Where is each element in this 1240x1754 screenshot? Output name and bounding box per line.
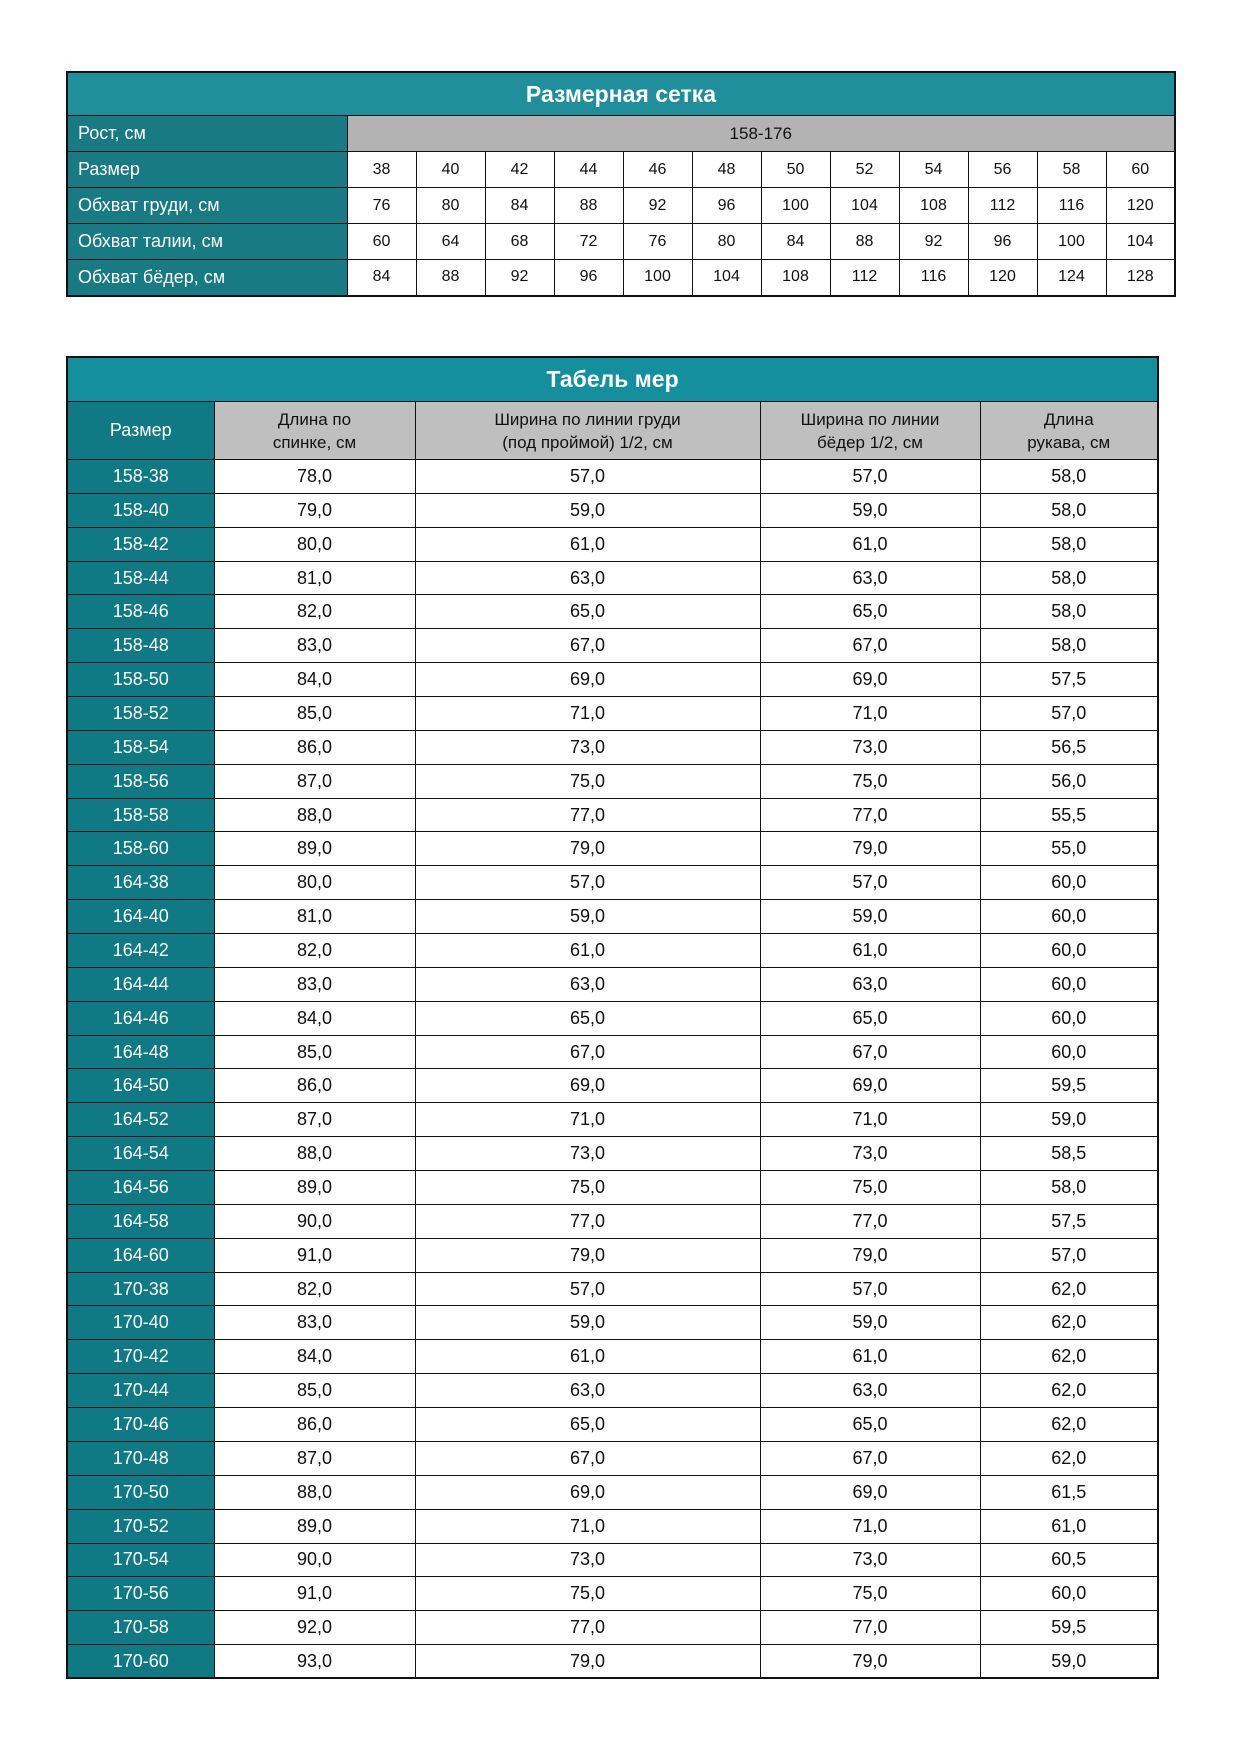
value-cell: 67,0 — [760, 1441, 980, 1475]
value-cell: 87,0 — [214, 764, 415, 798]
header-line: Ширина по линии — [800, 409, 940, 429]
value-cell: 61,0 — [760, 934, 980, 968]
value-cell: 67,0 — [415, 1035, 760, 1069]
value-cell: 89,0 — [214, 1171, 415, 1205]
value-cell: 93,0 — [214, 1645, 415, 1679]
value-cell: 91,0 — [214, 1577, 415, 1611]
value-cell: 83,0 — [214, 1306, 415, 1340]
grid-cell: 88 — [554, 188, 623, 224]
table-row — [67, 1408, 1158, 1442]
table-row — [67, 1035, 1158, 1069]
value-cell: 55,5 — [980, 798, 1158, 832]
grid-cell: 54 — [899, 152, 968, 188]
value-cell: 62,0 — [980, 1340, 1158, 1374]
grid-cell: 108 — [899, 188, 968, 224]
value-cell: 67,0 — [760, 1035, 980, 1069]
size-cell: 164-44 — [67, 967, 214, 1001]
size-cell: 158-46 — [67, 595, 214, 629]
value-cell: 78,0 — [214, 460, 415, 494]
value-cell: 65,0 — [415, 595, 760, 629]
grid-cell: 40 — [416, 152, 485, 188]
value-cell: 85,0 — [214, 1035, 415, 1069]
header-line: спинке, см — [272, 432, 357, 452]
table-row — [67, 1340, 1158, 1374]
hip-girth-row — [67, 260, 1175, 296]
value-cell: 58,0 — [980, 561, 1158, 595]
grid-cell: 92 — [899, 224, 968, 260]
table-row — [67, 900, 1158, 934]
size-cell: 164-58 — [67, 1204, 214, 1238]
table-row — [67, 1272, 1158, 1306]
size-cell: 170-54 — [67, 1543, 214, 1577]
table-row — [67, 663, 1158, 697]
value-cell: 85,0 — [214, 1374, 415, 1408]
grid-cell: 84 — [761, 224, 830, 260]
value-cell: 60,0 — [980, 900, 1158, 934]
table-row — [67, 866, 1158, 900]
value-cell: 57,5 — [980, 1204, 1158, 1238]
grid-cell: 76 — [347, 188, 416, 224]
header-line: Длина по — [277, 409, 352, 429]
measurements-header-row — [67, 402, 1158, 460]
header-size: Размер — [67, 402, 214, 460]
size-cell: 164-42 — [67, 934, 214, 968]
value-cell: 82,0 — [214, 1272, 415, 1306]
value-cell: 59,5 — [980, 1611, 1158, 1645]
grid-cell: 100 — [623, 260, 692, 296]
value-cell: 60,0 — [980, 1001, 1158, 1035]
size-cell: 170-38 — [67, 1272, 214, 1306]
value-cell: 79,0 — [214, 493, 415, 527]
table-row — [67, 730, 1158, 764]
grid-cell: 92 — [623, 188, 692, 224]
grid-cell: 120 — [1106, 188, 1175, 224]
grid-cell: 116 — [1037, 188, 1106, 224]
table-row — [67, 798, 1158, 832]
grid-cell: 50 — [761, 152, 830, 188]
value-cell: 73,0 — [415, 1543, 760, 1577]
value-cell: 57,0 — [415, 866, 760, 900]
value-cell: 82,0 — [214, 934, 415, 968]
header-line: бёдер 1/2, см — [816, 432, 923, 452]
grid-cell: 48 — [692, 152, 761, 188]
table-row — [67, 1543, 1158, 1577]
grid-cell: 116 — [899, 260, 968, 296]
value-cell: 69,0 — [415, 1475, 760, 1509]
table-row — [67, 1577, 1158, 1611]
grid-cell: 124 — [1037, 260, 1106, 296]
grid-cell: 84 — [485, 188, 554, 224]
grid-cell: 108 — [761, 260, 830, 296]
value-cell: 90,0 — [214, 1204, 415, 1238]
table-row — [67, 629, 1158, 663]
value-cell: 56,5 — [980, 730, 1158, 764]
value-cell: 71,0 — [760, 1103, 980, 1137]
value-cell: 58,0 — [980, 460, 1158, 494]
value-cell: 57,0 — [980, 1238, 1158, 1272]
value-cell: 59,5 — [980, 1069, 1158, 1103]
value-cell: 75,0 — [415, 1577, 760, 1611]
table-row — [67, 595, 1158, 629]
height-value: 158-176 — [347, 116, 1175, 152]
value-cell: 63,0 — [415, 1374, 760, 1408]
size-row — [67, 152, 1175, 188]
value-cell: 71,0 — [415, 1103, 760, 1137]
value-cell: 57,0 — [415, 1272, 760, 1306]
value-cell: 67,0 — [415, 1441, 760, 1475]
value-cell: 57,0 — [760, 1272, 980, 1306]
waist-girth-row — [67, 224, 1175, 260]
value-cell: 91,0 — [214, 1238, 415, 1272]
grid-cell: 112 — [830, 260, 899, 296]
table-row — [67, 1204, 1158, 1238]
grid-cell: 58 — [1037, 152, 1106, 188]
value-cell: 86,0 — [214, 1069, 415, 1103]
row-label: Обхват талии, см — [67, 224, 347, 260]
size-cell: 164-56 — [67, 1171, 214, 1205]
header-line: Ширина по линии груди — [494, 409, 681, 429]
header-hip-width — [760, 402, 980, 460]
table-row — [67, 1306, 1158, 1340]
table-row — [67, 1137, 1158, 1171]
value-cell: 59,0 — [760, 493, 980, 527]
size-cell: 158-60 — [67, 832, 214, 866]
table-row — [67, 967, 1158, 1001]
table-row — [67, 1001, 1158, 1035]
height-row — [67, 116, 1175, 152]
grid-cell: 88 — [416, 260, 485, 296]
grid-cell: 112 — [968, 188, 1037, 224]
value-cell: 71,0 — [415, 697, 760, 731]
value-cell: 69,0 — [760, 1475, 980, 1509]
value-cell: 73,0 — [760, 1543, 980, 1577]
value-cell: 63,0 — [760, 1374, 980, 1408]
header-line: (под проймой) 1/2, см — [502, 432, 673, 452]
value-cell: 59,0 — [415, 900, 760, 934]
size-cell: 158-56 — [67, 764, 214, 798]
value-cell: 69,0 — [415, 1069, 760, 1103]
size-cell: 158-40 — [67, 493, 214, 527]
value-cell: 79,0 — [415, 1645, 760, 1679]
value-cell: 57,0 — [760, 460, 980, 494]
value-cell: 73,0 — [415, 1137, 760, 1171]
table-row — [67, 1238, 1158, 1272]
table-row — [67, 1069, 1158, 1103]
size-cell: 170-58 — [67, 1611, 214, 1645]
size-cell: 164-46 — [67, 1001, 214, 1035]
value-cell: 90,0 — [214, 1543, 415, 1577]
size-cell: 158-52 — [67, 697, 214, 731]
size-cell: 170-60 — [67, 1645, 214, 1679]
size-grid-table — [66, 71, 1176, 297]
grid-cell: 84 — [347, 260, 416, 296]
header-line: рукава, см — [1027, 432, 1111, 452]
value-cell: 61,0 — [415, 1340, 760, 1374]
grid-cell: 100 — [1037, 224, 1106, 260]
grid-cell: 60 — [1106, 152, 1175, 188]
value-cell: 73,0 — [415, 730, 760, 764]
value-cell: 83,0 — [214, 629, 415, 663]
value-cell: 75,0 — [760, 764, 980, 798]
value-cell: 71,0 — [760, 697, 980, 731]
grid-cell: 46 — [623, 152, 692, 188]
value-cell: 61,0 — [415, 934, 760, 968]
value-cell: 75,0 — [415, 764, 760, 798]
value-cell: 57,0 — [980, 697, 1158, 731]
grid-cell: 52 — [830, 152, 899, 188]
grid-cell: 80 — [692, 224, 761, 260]
grid-cell: 42 — [485, 152, 554, 188]
value-cell: 92,0 — [214, 1611, 415, 1645]
size-cell: 158-48 — [67, 629, 214, 663]
value-cell: 88,0 — [214, 798, 415, 832]
value-cell: 57,0 — [415, 460, 760, 494]
size-cell: 170-56 — [67, 1577, 214, 1611]
value-cell: 65,0 — [760, 1001, 980, 1035]
value-cell: 61,5 — [980, 1475, 1158, 1509]
value-cell: 84,0 — [214, 1340, 415, 1374]
table-row — [67, 764, 1158, 798]
size-cell: 164-48 — [67, 1035, 214, 1069]
size-cell: 170-46 — [67, 1408, 214, 1442]
value-cell: 69,0 — [415, 663, 760, 697]
value-cell: 65,0 — [415, 1001, 760, 1035]
value-cell: 58,0 — [980, 595, 1158, 629]
value-cell: 58,0 — [980, 1171, 1158, 1205]
value-cell: 77,0 — [415, 1204, 760, 1238]
size-cell: 158-58 — [67, 798, 214, 832]
grid-cell: 104 — [692, 260, 761, 296]
header-chest-width — [415, 402, 760, 460]
size-grid-title: Размерная сетка — [67, 72, 1175, 116]
grid-cell: 56 — [968, 152, 1037, 188]
size-cell: 158-44 — [67, 561, 214, 595]
size-cell: 170-50 — [67, 1475, 214, 1509]
size-cell: 164-40 — [67, 900, 214, 934]
value-cell: 75,0 — [415, 1171, 760, 1205]
value-cell: 65,0 — [760, 1408, 980, 1442]
value-cell: 79,0 — [415, 832, 760, 866]
value-cell: 75,0 — [760, 1171, 980, 1205]
grid-cell: 96 — [554, 260, 623, 296]
size-cell: 170-40 — [67, 1306, 214, 1340]
value-cell: 62,0 — [980, 1441, 1158, 1475]
grid-cell: 44 — [554, 152, 623, 188]
value-cell: 73,0 — [760, 730, 980, 764]
size-cell: 170-48 — [67, 1441, 214, 1475]
table-row — [67, 1171, 1158, 1205]
grid-cell: 104 — [1106, 224, 1175, 260]
grid-cell: 128 — [1106, 260, 1175, 296]
value-cell: 77,0 — [415, 1611, 760, 1645]
size-cell: 158-50 — [67, 663, 214, 697]
value-cell: 89,0 — [214, 1509, 415, 1543]
grid-cell: 96 — [968, 224, 1037, 260]
value-cell: 58,0 — [980, 629, 1158, 663]
value-cell: 61,0 — [415, 527, 760, 561]
value-cell: 80,0 — [214, 527, 415, 561]
value-cell: 58,5 — [980, 1137, 1158, 1171]
size-cell: 158-38 — [67, 460, 214, 494]
chest-girth-row — [67, 188, 1175, 224]
value-cell: 62,0 — [980, 1306, 1158, 1340]
grid-cell: 72 — [554, 224, 623, 260]
height-label: Рост, см — [67, 116, 347, 152]
table-row — [67, 1611, 1158, 1645]
value-cell: 67,0 — [415, 629, 760, 663]
value-cell: 60,5 — [980, 1543, 1158, 1577]
value-cell: 60,0 — [980, 934, 1158, 968]
value-cell: 57,0 — [760, 866, 980, 900]
value-cell: 59,0 — [415, 493, 760, 527]
size-cell: 164-38 — [67, 866, 214, 900]
value-cell: 83,0 — [214, 967, 415, 1001]
value-cell: 63,0 — [760, 561, 980, 595]
size-cell: 170-44 — [67, 1374, 214, 1408]
value-cell: 58,0 — [980, 493, 1158, 527]
table-row — [67, 1374, 1158, 1408]
value-cell: 61,0 — [980, 1509, 1158, 1543]
header-back-length — [214, 402, 415, 460]
value-cell: 82,0 — [214, 595, 415, 629]
size-cell: 158-42 — [67, 527, 214, 561]
value-cell: 63,0 — [760, 967, 980, 1001]
value-cell: 88,0 — [214, 1137, 415, 1171]
table-row — [67, 832, 1158, 866]
table-row — [67, 1509, 1158, 1543]
grid-cell: 88 — [830, 224, 899, 260]
value-cell: 60,0 — [980, 967, 1158, 1001]
value-cell: 59,0 — [980, 1103, 1158, 1137]
grid-cell: 96 — [692, 188, 761, 224]
value-cell: 59,0 — [415, 1306, 760, 1340]
value-cell: 84,0 — [214, 1001, 415, 1035]
value-cell: 58,0 — [980, 527, 1158, 561]
grid-cell: 68 — [485, 224, 554, 260]
table-row — [67, 1441, 1158, 1475]
row-label: Обхват груди, см — [67, 188, 347, 224]
value-cell: 79,0 — [760, 1645, 980, 1679]
grid-cell: 92 — [485, 260, 554, 296]
size-cell: 170-42 — [67, 1340, 214, 1374]
value-cell: 59,0 — [760, 1306, 980, 1340]
value-cell: 79,0 — [760, 832, 980, 866]
table-row — [67, 1475, 1158, 1509]
value-cell: 60,0 — [980, 1035, 1158, 1069]
measurements-title: Табель мер — [67, 357, 1158, 402]
grid-cell: 80 — [416, 188, 485, 224]
value-cell: 77,0 — [415, 798, 760, 832]
value-cell: 87,0 — [214, 1103, 415, 1137]
value-cell: 81,0 — [214, 561, 415, 595]
value-cell: 80,0 — [214, 866, 415, 900]
grid-cell: 60 — [347, 224, 416, 260]
value-cell: 57,5 — [980, 663, 1158, 697]
table-row — [67, 527, 1158, 561]
value-cell: 86,0 — [214, 730, 415, 764]
value-cell: 85,0 — [214, 697, 415, 731]
row-label: Размер — [67, 152, 347, 188]
grid-cell: 76 — [623, 224, 692, 260]
grid-cell: 120 — [968, 260, 1037, 296]
value-cell: 84,0 — [214, 663, 415, 697]
table-row — [67, 934, 1158, 968]
value-cell: 89,0 — [214, 832, 415, 866]
value-cell: 60,0 — [980, 1577, 1158, 1611]
table-row — [67, 697, 1158, 731]
size-cell: 158-54 — [67, 730, 214, 764]
value-cell: 56,0 — [980, 764, 1158, 798]
grid-cell: 38 — [347, 152, 416, 188]
value-cell: 77,0 — [760, 1204, 980, 1238]
value-cell: 62,0 — [980, 1408, 1158, 1442]
value-cell: 88,0 — [214, 1475, 415, 1509]
value-cell: 67,0 — [760, 629, 980, 663]
value-cell: 73,0 — [760, 1137, 980, 1171]
value-cell: 63,0 — [415, 561, 760, 595]
value-cell: 71,0 — [760, 1509, 980, 1543]
value-cell: 69,0 — [760, 663, 980, 697]
grid-cell: 100 — [761, 188, 830, 224]
value-cell: 55,0 — [980, 832, 1158, 866]
size-cell: 164-54 — [67, 1137, 214, 1171]
value-cell: 59,0 — [760, 900, 980, 934]
value-cell: 79,0 — [760, 1238, 980, 1272]
value-cell: 75,0 — [760, 1577, 980, 1611]
size-cell: 164-50 — [67, 1069, 214, 1103]
value-cell: 77,0 — [760, 1611, 980, 1645]
value-cell: 77,0 — [760, 798, 980, 832]
value-cell: 81,0 — [214, 900, 415, 934]
grid-cell: 64 — [416, 224, 485, 260]
header-sleeve-length — [980, 402, 1158, 460]
value-cell: 59,0 — [980, 1645, 1158, 1679]
value-cell: 71,0 — [415, 1509, 760, 1543]
grid-cell: 104 — [830, 188, 899, 224]
value-cell: 87,0 — [214, 1441, 415, 1475]
size-cell: 170-52 — [67, 1509, 214, 1543]
table-row — [67, 1645, 1158, 1679]
value-cell: 62,0 — [980, 1272, 1158, 1306]
row-label: Обхват бёдер, см — [67, 260, 347, 296]
size-cell: 164-60 — [67, 1238, 214, 1272]
table-row — [67, 1103, 1158, 1137]
value-cell: 69,0 — [760, 1069, 980, 1103]
value-cell: 62,0 — [980, 1374, 1158, 1408]
table-row — [67, 561, 1158, 595]
value-cell: 61,0 — [760, 527, 980, 561]
size-cell: 164-52 — [67, 1103, 214, 1137]
value-cell: 86,0 — [214, 1408, 415, 1442]
header-line: Длина — [1043, 409, 1094, 429]
table-row — [67, 460, 1158, 494]
value-cell: 60,0 — [980, 866, 1158, 900]
table-row — [67, 493, 1158, 527]
value-cell: 79,0 — [415, 1238, 760, 1272]
value-cell: 63,0 — [415, 967, 760, 1001]
value-cell: 61,0 — [760, 1340, 980, 1374]
measurements-table — [66, 356, 1159, 1679]
value-cell: 65,0 — [415, 1408, 760, 1442]
value-cell: 65,0 — [760, 595, 980, 629]
